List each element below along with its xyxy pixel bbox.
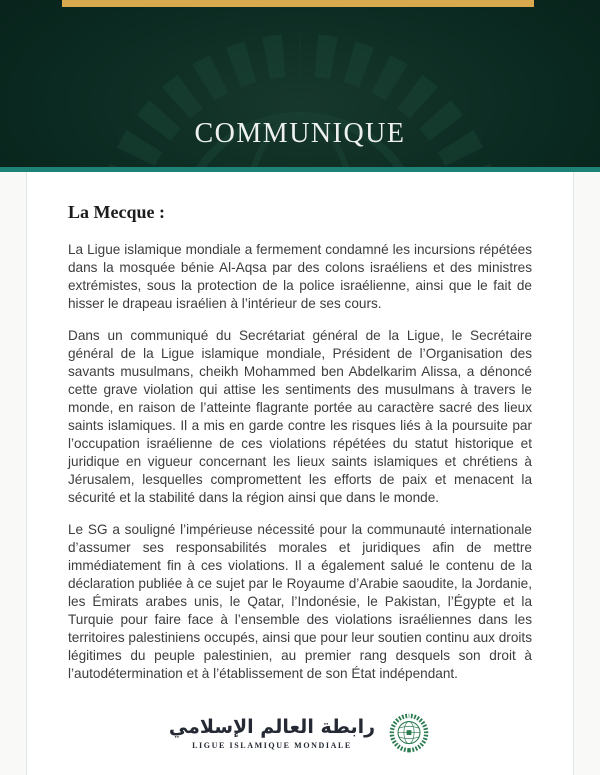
paragraph-secretary-general: Dans un communiqué du Secrétariat général de la Ligue, le Secrétaire général de la Ligue islamique mondiale, Président de l’Organisation des savants musulmans, cheikh Mohammed ben Abdelkarim Alissa, a dénoncé cette grave violation qui attise les sentiments des musulmans à travers le monde, en raison de l’atteinte flagrante portée au caractère sacré des lieux saints islamiques. Il a mis en garde contre les risques liés à la poursuite par l’occupation israélienne de ces violations répétées du statut historique et juridique en vigueur concernant les lieux saints islamiques et chrétiens à Jérusalem, lesquelles compromettent les efforts de paix et menacent la sécurité et la stabilité dans la région ainsi que dans le monde. [68, 328, 532, 505]
document-sheet [26, 172, 574, 775]
gold-accent-bar [62, 0, 534, 7]
logo-arabic-calligraphy: رابطة العالم الإسلامي [168, 716, 376, 738]
dateline: La Mecque : [68, 202, 165, 222]
header-banner [0, 0, 600, 167]
paragraph-international-community: Le SG a souligné l’impérieuse nécessité pour la communauté internationale d’assumer ses responsabilités morales et juridiques afin de mettre immédiatement fin à ces violations. Il a également salué le contenu de la déclaration publiée à ce sujet par le Royaume d’Arabie saoudite, la Jordanie, les Émirats arabes unis, le Qatar, l’Indonésie, le Pakistan, l’Égypte et la Turquie pour faire face à l’ensemble des violations israéliennes dans les territoires palestiniens occupés, ainsi que pour leur soutien continu aux droits légitimes du peuple palestinien, au premier rang desquels son droit à l’autodétermination et à l’établissement de son État indépendant. [68, 522, 532, 681]
mwl-logo [68, 709, 532, 757]
paragraph-condemnation: La Ligue islamique mondiale a fermement condamné les incursions répétées dans la mosquée bénie Al-Aqsa par des colons israéliens et des ministres extrémistes, sous la protection de la police israélienne, ainsi que le fait de hisser le drapeau israélien à l’intérieur de ses cours. [68, 242, 532, 311]
mwl-emblem-icon [387, 709, 431, 757]
page-title: COMMUNIQUE [194, 118, 406, 149]
mwl-logo-text [169, 716, 375, 750]
logo-caption: LIGUE ISLAMIQUE MONDIALE [192, 741, 352, 750]
